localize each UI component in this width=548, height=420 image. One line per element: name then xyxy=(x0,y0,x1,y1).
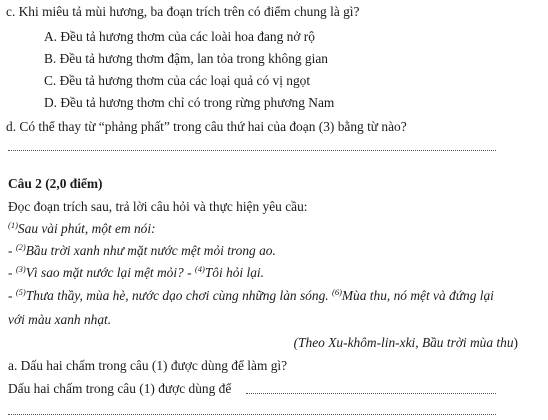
question-c-prompt: c. Khi miêu tả mùi hương, ba đoạn trích trên có điểm chung là gì? xyxy=(6,4,360,19)
option-a: A. Đều tả hương thơm của các loài hoa đang nở rộ xyxy=(44,29,315,44)
passage-sentence-2: - $^{(2)}$Bầu trời xanh như mặt nước mệt mỏi trong ao. xyxy=(8,242,276,258)
option-d: D. Đều tả hương thơm chỉ có trong rừng phương Nam xyxy=(44,95,335,110)
answer-line-a-2[interactable] xyxy=(8,414,496,415)
passage-source: (Theo Xu-khôm-lin-xki, Bầu trời mùa thu) xyxy=(293,335,518,350)
answer-line-d[interactable] xyxy=(8,150,496,151)
section-instruction: Đọc đoạn trích sau, trả lời câu hỏi và thực hiện yêu cầu: xyxy=(8,199,308,214)
passage-sentence-3-4: - $^{(3)}$Vì sao mặt nước lại mệt mỏi? - $^{(4)}$Tôi hỏi lại. xyxy=(8,264,264,280)
section-title: Câu 2 (2,0 điểm) xyxy=(8,176,103,191)
passage-sentence-6-cont: với màu xanh nhạt. xyxy=(8,312,112,327)
question-a-answer-stem: Dấu hai chấm trong câu (1) được dùng để xyxy=(8,381,232,396)
option-c: C. Đều tả hương thơm của các loại quả có vị ngọt xyxy=(44,73,311,88)
question-a-prompt: a. Dấu hai chấm trong câu (1) được dùng để làm gì? xyxy=(8,358,288,373)
option-b: B. Đều tả hương thơm đậm, lan tỏa trong không gian xyxy=(44,51,328,66)
passage-sentence-5-6: - $^{(5)}$Thưa thầy, mùa hè, nước dạo chơi cùng những làn sóng. $^{(6)}$Mùa thu, nó mệt và đứng lại xyxy=(8,287,494,303)
passage-sentence-1: $^{(1)}$Sau vài phút, một em nói: xyxy=(8,220,156,236)
answer-line-a-1[interactable] xyxy=(246,393,496,394)
question-d-prompt: d. Có thể thay từ “phảng phất” trong câu thứ hai của đoạn (3) bằng từ nào? xyxy=(6,119,407,134)
